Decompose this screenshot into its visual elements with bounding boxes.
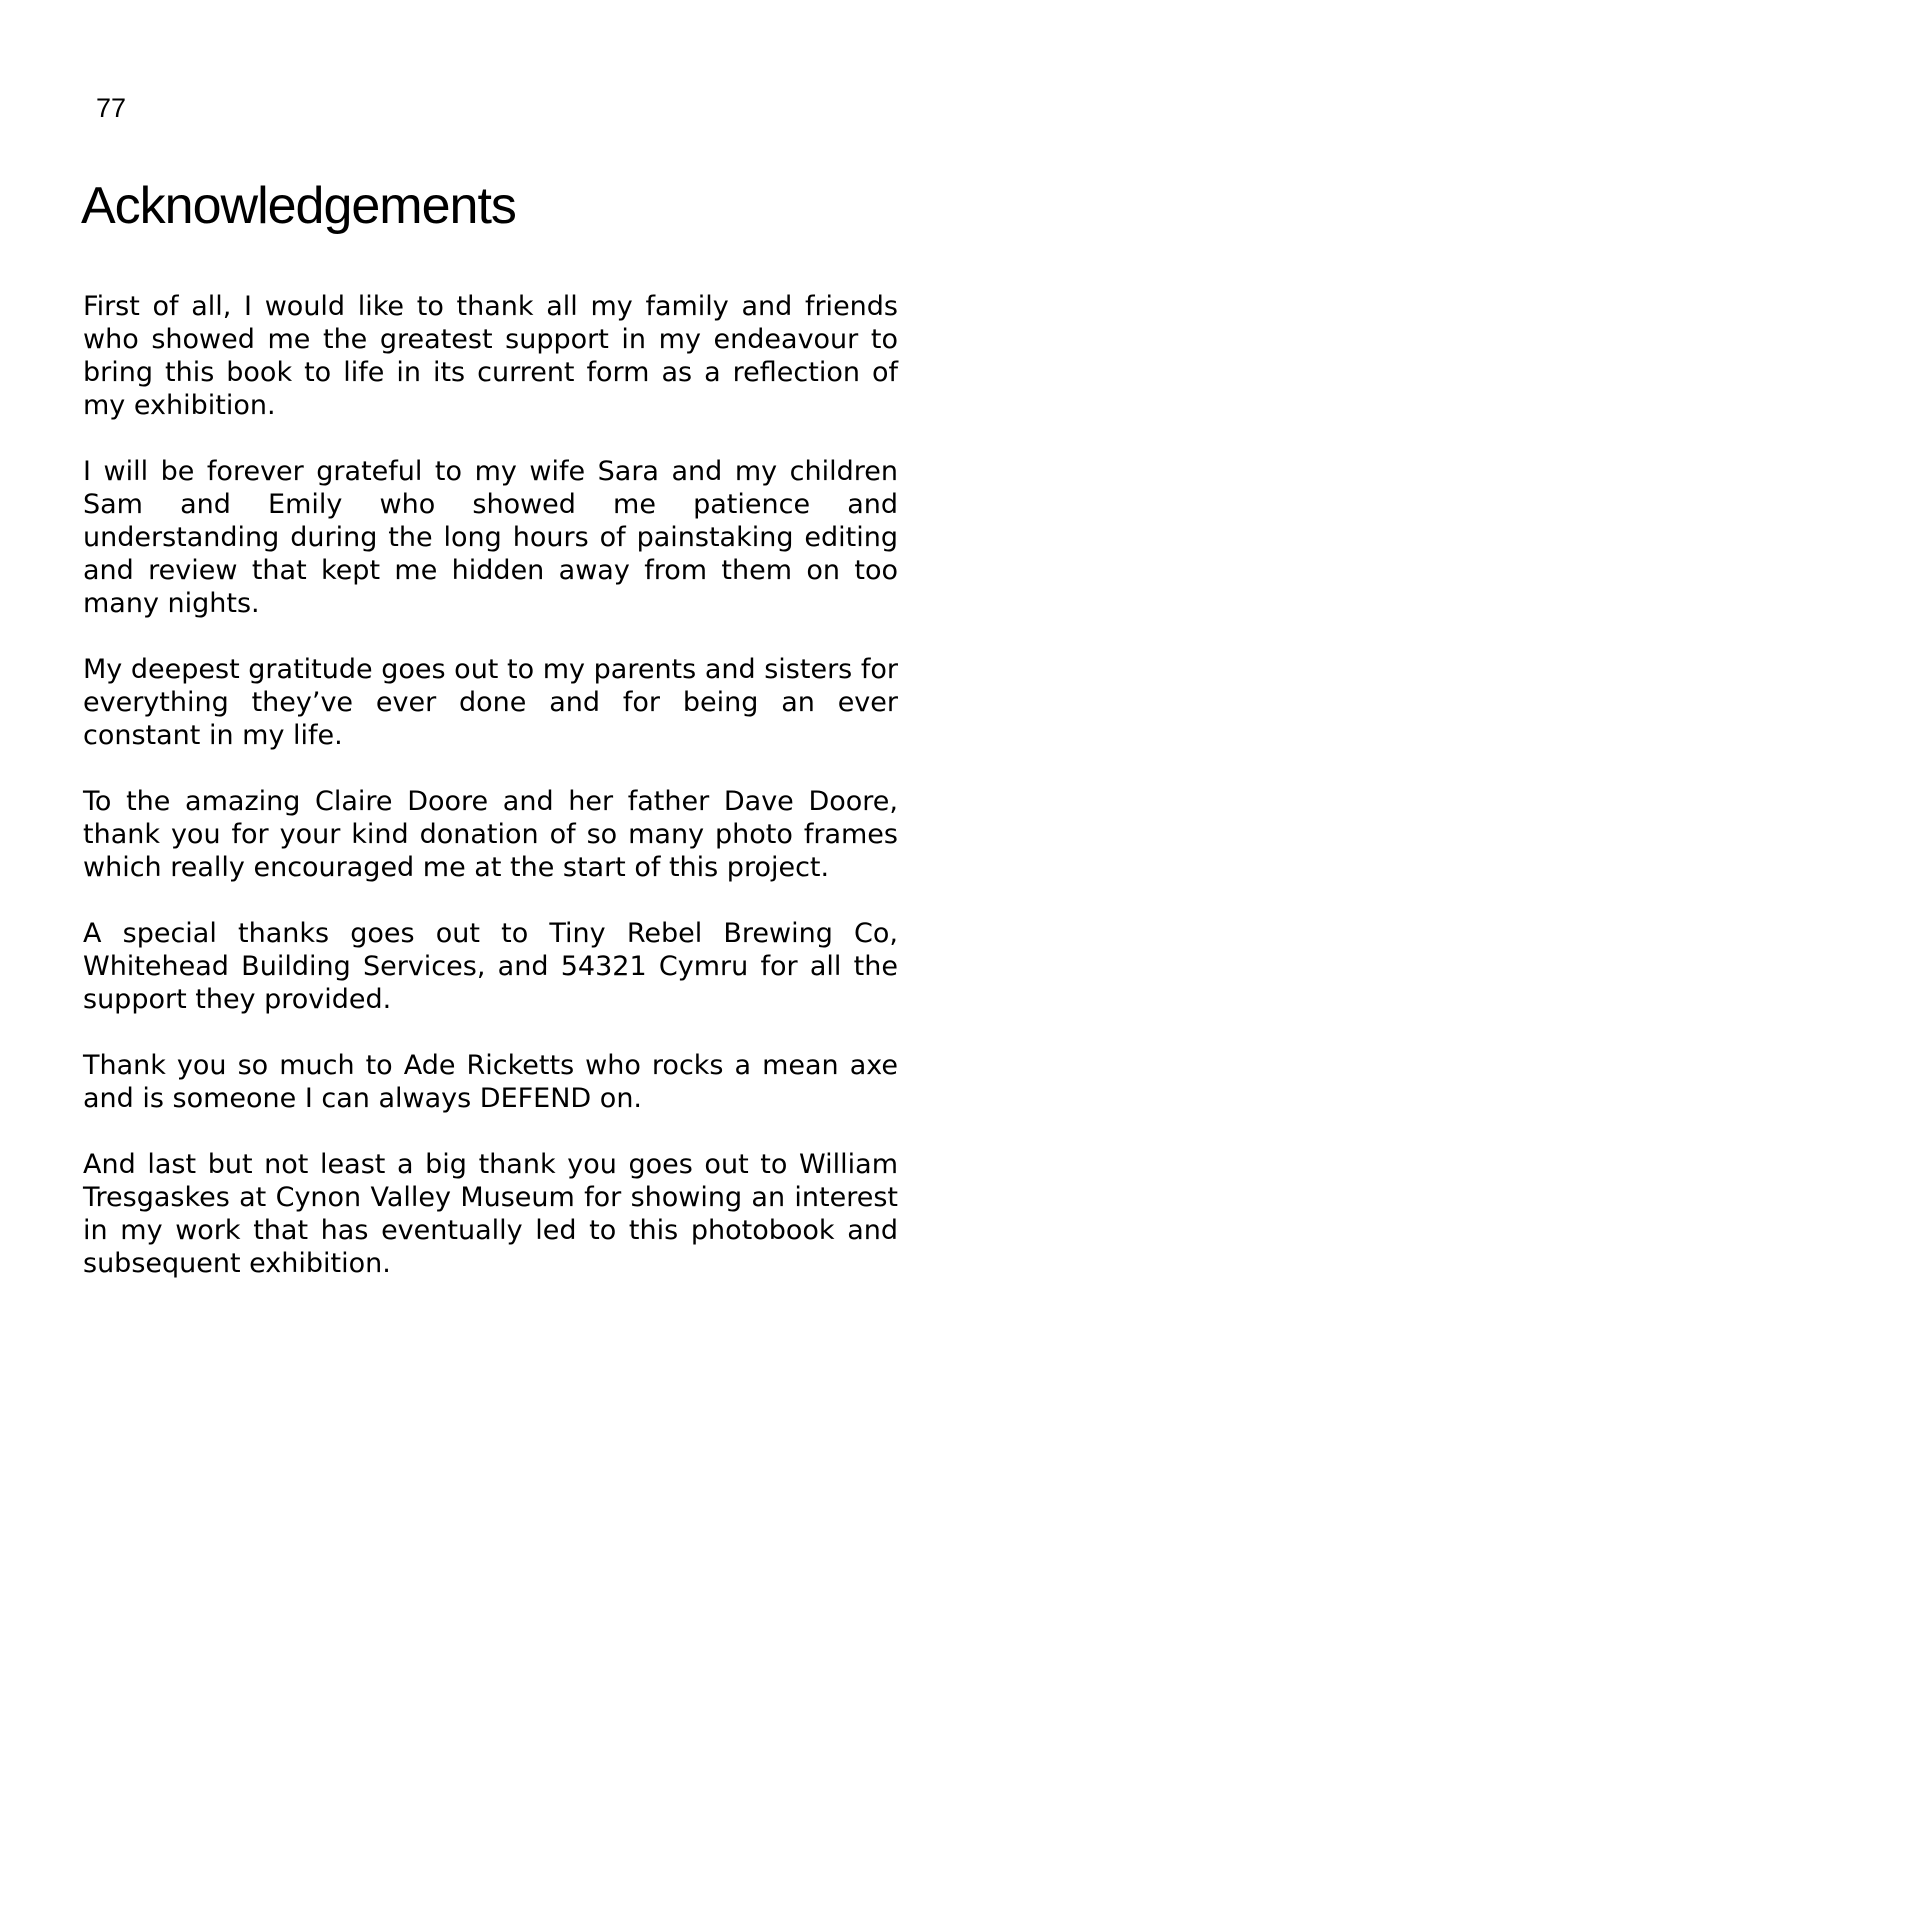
paragraph-family-friends: First of all, I would like to thank all my family and friends who showed me the greatest support in my endeavour to bring this book to life in its current form as a reflection of my exhibition. (83, 291, 898, 421)
paragraph-photo-frames: To the amazing Claire Doore and her father Dave Doore, thank you for your kind donation of so many photo frames which really encouraged me at the start of this project. (83, 786, 898, 883)
page-number: 77 (96, 93, 127, 123)
paragraph-wife-children: I will be forever grateful to my wife Sara and my children Sam and Emily who showed me patience and understanding during the long hours of painstaking editing and review that kept me hidden away from them on too many nights. (83, 456, 898, 619)
page-title: Acknowledgements (81, 177, 516, 235)
paragraph-ade-ricketts: Thank you so much to Ade Ricketts who rocks a mean axe and is someone I can always DEFEND on. (83, 1050, 898, 1114)
acknowledgements-body (83, 290, 898, 1313)
paragraph-parents-sisters: My deepest gratitude goes out to my parents and sisters for everything they’ve ever done and for being an ever constant in my life. (83, 654, 898, 751)
paragraph-museum: And last but not least a big thank you goes out to William Tresgaskes at Cynon Valley Museum for showing an interest in my work that has eventually led to this photobook and subsequent exhibition. (83, 1149, 898, 1279)
paragraph-sponsors: A special thanks goes out to Tiny Rebel Brewing Co, Whitehead Building Services, and 54321 Cymru for all the support they provided. (83, 918, 898, 1015)
